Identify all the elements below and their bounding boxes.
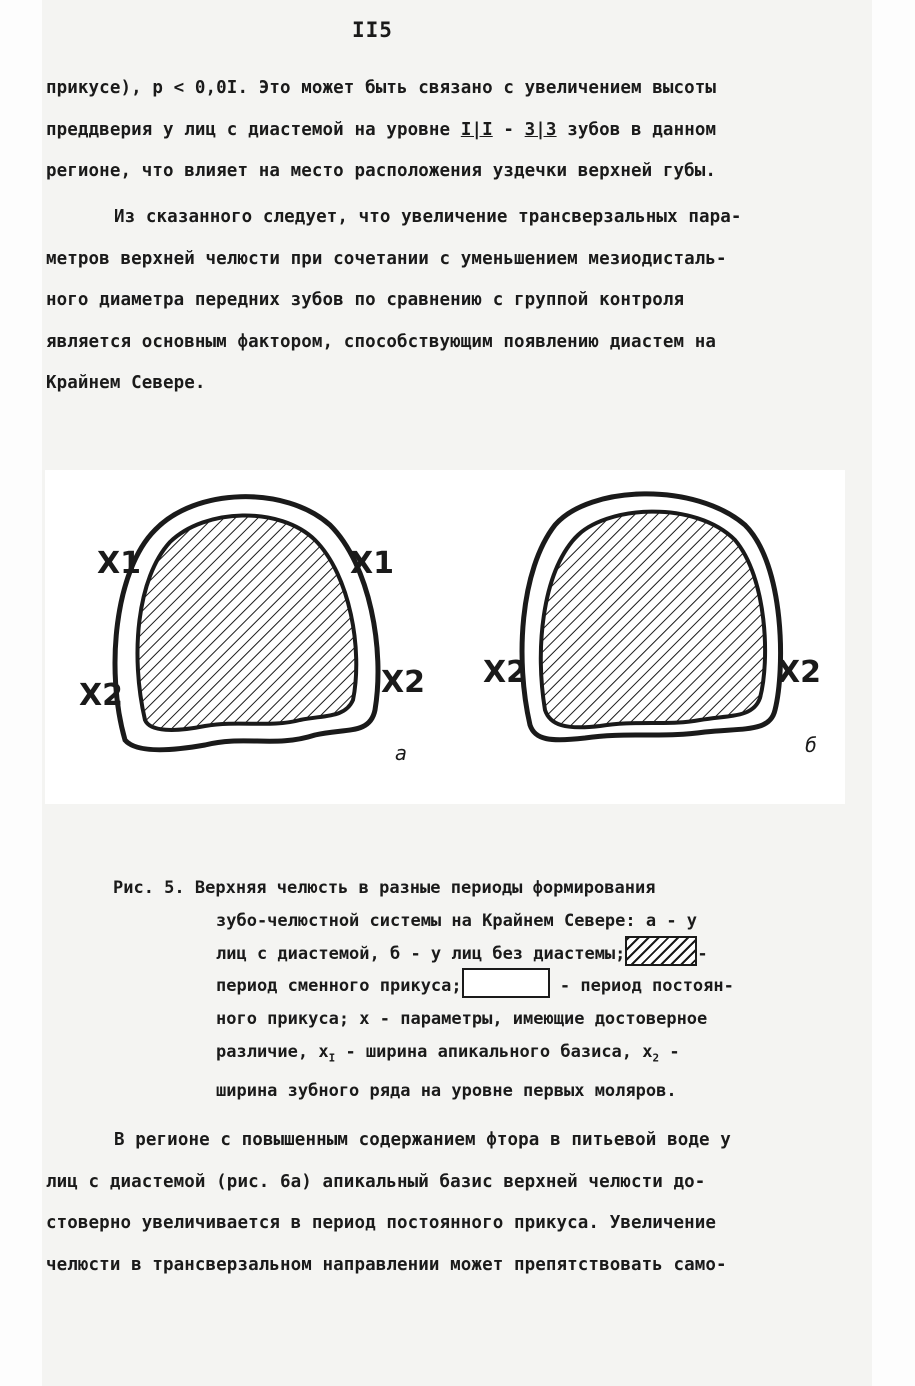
caption-line: ного прикуса; x - параметры, имеющие достоверное <box>216 1009 708 1030</box>
text-fragment: преддверия у лиц с диастемой на уровне <box>46 119 461 140</box>
jaw-diagram <box>45 470 845 804</box>
text-fragment: - <box>697 943 708 964</box>
text-fragment: лиц с диастемой, б - у лиц без диастемы; <box>216 943 626 964</box>
caption-line <box>113 938 833 971</box>
text-line: челюсти в трансверзальном направлении может препятствовать само- <box>46 1254 727 1275</box>
tooth-formula-1: I|I <box>460 119 493 140</box>
caption-line: ширина зубного ряда на уровне первых моляров. <box>216 1081 677 1102</box>
caption-line <box>113 970 833 1003</box>
empty-legend-swatch <box>462 968 550 998</box>
text-line: В регионе с повышенным содержанием фтора в питьевой воде у <box>114 1130 731 1150</box>
caption-line: зубо-челюстной системы на Крайнем Севере: а - у <box>216 910 698 931</box>
text-line: Крайнем Севере. <box>46 373 206 394</box>
paragraph-1 <box>46 68 862 193</box>
text-line: стоверно увеличивается в период постоянного прикуса. Увеличение <box>46 1213 717 1234</box>
label-x2-right-b: X2 <box>777 655 822 690</box>
text-fragment: - <box>492 119 525 140</box>
label-x2-left-b: X2 <box>483 655 528 690</box>
text-line: метров верхней челюсти при сочетании с уменьшением мезиодисталь- <box>46 248 727 269</box>
text-fragment: период сменного прикуса; <box>216 976 462 997</box>
text-fragment: - период постоян- <box>549 976 734 997</box>
text-line: прикусе), p < 0,0I. Это может быть связано с увеличением высоты <box>46 78 717 98</box>
label-x1-left: X1 <box>97 546 142 581</box>
caption-line: Рис. 5. Верхняя челюсть в разные периоды формирования <box>113 878 656 898</box>
text-line: регионе, что влияет на место расположения уздечки верхней губы. <box>46 161 717 182</box>
label-x2-right: X2 <box>381 665 426 700</box>
figure-5 <box>45 470 845 804</box>
jaw-inner-hatched-a <box>137 515 356 729</box>
hatched-legend-swatch <box>625 936 697 966</box>
panel-a-label: а <box>395 741 408 765</box>
paragraph-2 <box>46 197 862 405</box>
subscript: 2 <box>652 1051 660 1065</box>
jaw-inner-hatched-b <box>541 512 765 728</box>
text-fragment: - ширина апикального базиса, x <box>335 1041 653 1062</box>
figure-caption <box>113 872 833 1108</box>
panel-b-label: б <box>805 733 818 757</box>
text-line <box>46 110 862 152</box>
text-line: ного диаметра передних зубов по сравнению с группой контроля <box>46 290 685 311</box>
text-line: лиц с диастемой (рис. 6а) апикальный базис верхней челюсти до- <box>46 1171 706 1192</box>
text-line: Из сказанного следует, что увеличение трансверзальных пара- <box>114 207 742 227</box>
label-x2-left: X2 <box>79 678 124 713</box>
caption-line <box>113 1036 833 1075</box>
label-x1-right: X1 <box>350 546 395 581</box>
tooth-formula-2: 3|3 <box>524 119 557 140</box>
page-number: II5 <box>352 18 393 42</box>
subscript: I <box>328 1051 336 1065</box>
text-fragment: зубов в данном <box>556 119 717 140</box>
paragraph-3 <box>46 1120 862 1286</box>
text-line: является основным фактором, способствующим появлению диастем на <box>46 331 717 352</box>
text-fragment: - <box>659 1041 680 1062</box>
text-fragment: различие, x <box>216 1041 329 1062</box>
